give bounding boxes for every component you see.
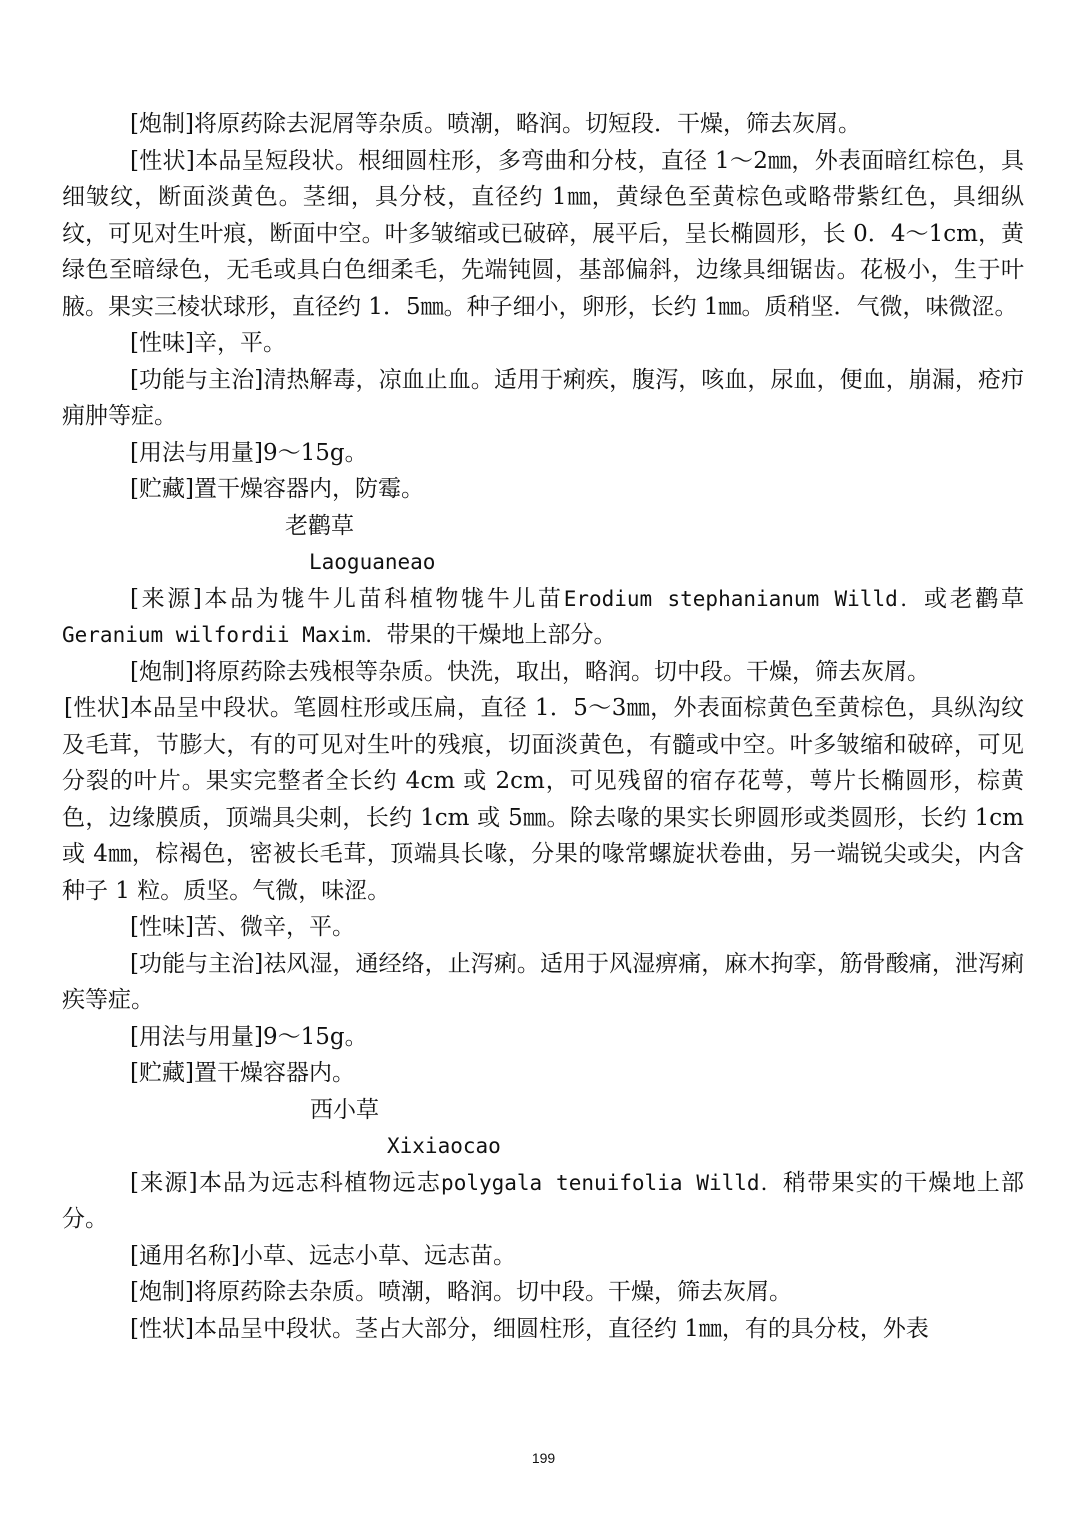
dosage-paragraph: [用法与用量]9～15g。 <box>130 439 368 466</box>
laoguancao-title: 老鹳草 <box>285 512 354 539</box>
laoguancao-storage-paragraph: [贮藏]置干燥容器内。 <box>130 1060 355 1086</box>
laoguancao-function-paragraph: [功能与主治]祛风湿，通经络，止泻痢。适用于风湿痹痛，麻木拘挛，筋骨酸痛，泄泻痢疾等症。 <box>62 950 1024 1013</box>
storage-paragraph: [贮藏]置干燥容器内，防霉。 <box>130 476 424 502</box>
document-body <box>62 106 1024 1347</box>
xixiaocao-pinyin: Xixiaocao <box>387 1134 501 1158</box>
laoguancao-dosage-paragraph: [用法与用量]9～15g。 <box>130 1023 368 1050</box>
page-number: 199 <box>531 1450 556 1466</box>
xixiaocao-traits-paragraph: [性状]本品呈中段状。茎占大部分，细圆柱形，直径约 1㎜，有的具分枝，外表 <box>130 1315 929 1342</box>
laoguancao-source-suffix: 带果的干燥地上部分。 <box>386 622 617 648</box>
xixiaocao-source-prefix: [来源]本品为远志科植物远志 <box>130 1169 442 1196</box>
xixiaocao-title: 西小草 <box>310 1096 379 1123</box>
xixiaocao-source-suffix: 稍带果实的干燥地上部分。 <box>62 1169 1025 1232</box>
function-paragraph: [功能与主治]清热解毒，凉血止血。适用于痢疾，腹泻，咳血，尿血，便血，崩漏，疮疖痈肿等症。 <box>62 366 1024 429</box>
laoguancao-processing-paragraph: [炮制]将原药除去残根等杂质。快洗，取出，略润。切中段。干燥，筛去灰屑。 <box>130 658 930 685</box>
xixiaocao-latin-name: polygala tenuifolia Willd． <box>441 1170 784 1195</box>
laoguancao-traits-paragraph: [性状]本品呈中段状。笔圆柱形或压扁，直径 1．5～3㎜，外表面棕黄色至黄棕色，具纵沟纹及毛茸，节膨大，有的可见对生叶的残痕，切面淡黄色，有髓或中空。叶多皱缩和破碎，可见分裂的叶片。果实完整者全长约 4cm 或 2cm，可见残留的宿存花萼，萼片长椭圆形，棕黄色，边缘膜质，顶端具尖刺，长约 1cm 或 5㎜。除去喙的果实长卵圆形或类圆形，长约 1cm 或 4㎜，棕褐色，密被长毛茸，顶端具长喙，分果的喙常螺旋状卷曲，另一端锐尖或尖，内含种子 1 粒。质坚。气微，味涩。 <box>62 695 1024 904</box>
laoguancao-source-prefix: [来源]本品为牻牛儿苗科植物牻牛儿苗 <box>130 585 564 612</box>
traits-paragraph: [性状]本品呈短段状。根细圆柱形，多弯曲和分枝，直径 1～2㎜，外表面暗红棕色，具细皱纹，断面淡黄色。茎细，具分枝，直径约 1㎜，黄绿色至黄棕色或略带紫红色，具细纵纹，可见对生叶痕，断面中空。叶多皱缩或已破碎，展平后，呈长椭圆形，长 0．4～1cm，黄绿色至暗绿色，无毛或具白色细柔毛，先端钝圆，基部偏斜，边缘具细锯齿。花极小，生于叶腋。果实三棱状球形，直径约 1．5㎜。种子细小，卵形，长约 1㎜。质稍坚．气微，味微涩。 <box>62 147 1024 320</box>
laoguancao-source-mid: 或老鹳草 <box>924 585 1025 612</box>
laoguancao-pinyin: Laoguaneao <box>309 550 436 574</box>
laoguancao-latin-name-2: Geranium wilfordii Maxim． <box>62 623 387 647</box>
taste-paragraph: [性味]辛，平。 <box>130 330 286 356</box>
xixiaocao-processing-paragraph: [炮制]将原药除去杂质。喷潮，略润。切中段。干燥，筛去灰屑。 <box>130 1279 792 1305</box>
processing-paragraph: [炮制]将原药除去泥屑等杂质。喷潮，略润。切短段．干燥，筛去灰屑。 <box>130 111 861 137</box>
laoguancao-latin-name-1: Erodium stephanianum Willd． <box>563 586 925 611</box>
laoguancao-taste-paragraph: [性味]苦、微辛，平。 <box>130 914 355 940</box>
xixiaocao-source-paragraph <box>62 1165 1024 1238</box>
laoguancao-source-paragraph <box>62 581 1024 654</box>
xixiaocao-common-names-paragraph: [通用名称]小草、远志小草、远志苗。 <box>130 1242 516 1269</box>
